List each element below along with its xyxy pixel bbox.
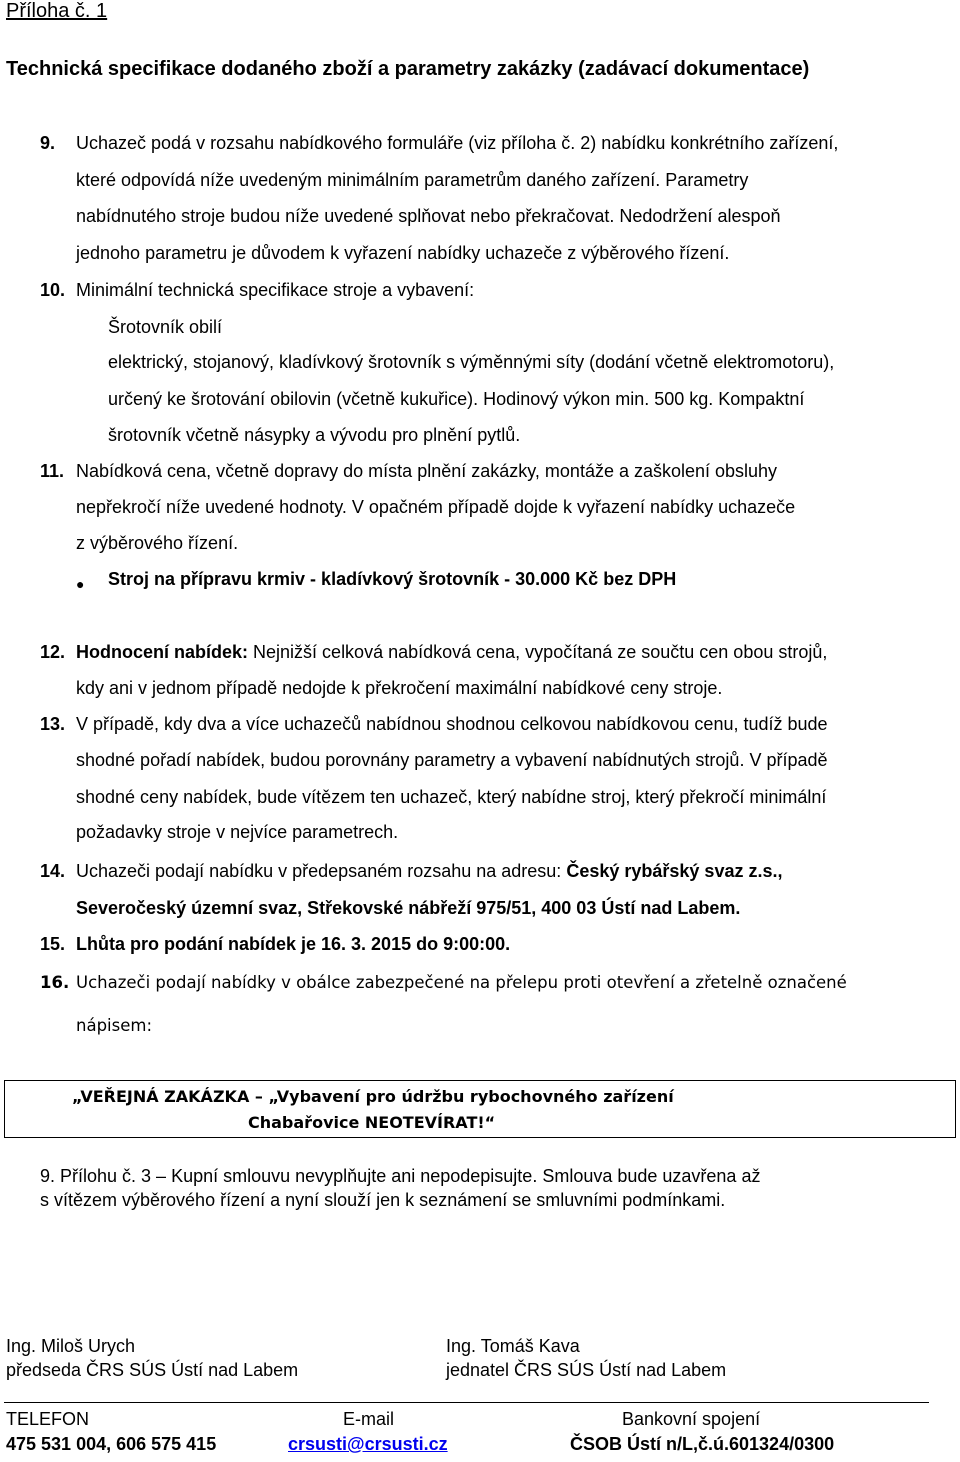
- section-16-number: 16.: [40, 973, 70, 992]
- section-11-line-1: Nabídková cena, včetně dopravy do místa plnění zakázky, montáže a zaškolení obsluhy: [76, 461, 778, 481]
- section-16-line-1: Uchazeči podají nabídky v obálce zabezpečené na přelepu proti otevření a zřetelně označené: [76, 973, 847, 992]
- section-12-text: Nejnižší celková nabídková cena, vypočítaná ze součtu cen obou strojů,: [253, 642, 828, 662]
- section-13-line-1: V případě, kdy dva a více uchazečů nabídnou shodnou celkovou nabídkovou cenu, tudíž bude: [76, 714, 828, 734]
- section-9-line-2: které odpovídá níže uvedeným minimálním parametrům daného zařízení. Parametry: [76, 170, 749, 190]
- note-line-2: s vítězem výběrového řízení a nyní slouží jen k seznámení se smluvními podmínkami.: [40, 1190, 726, 1210]
- signature-left-role: předseda ČRS SÚS Ústí nad Labem: [6, 1360, 299, 1380]
- signature-right-name: Ing. Tomáš Kava: [446, 1336, 580, 1356]
- section-14-text: Uchazeči podají nabídku v předepsaném rozsahu na adresu:: [76, 861, 562, 881]
- footer-phone-value: 475 531 004, 606 575 415: [6, 1434, 217, 1454]
- section-13-line-4: požadavky stroje v nejvíce parametrech.: [76, 822, 399, 842]
- section-10-subheading: Šrotovník obilí: [108, 317, 223, 337]
- section-13-line-2: shodné pořadí nabídek, budou porovnány parametry a vybavení nabídnutých strojů. V případě: [76, 750, 828, 770]
- section-14-address-1: Český rybářský svaz z.s.,: [566, 861, 783, 881]
- section-14-address-2: Severočeský územní svaz, Střekovské nábřeží 975/51, 400 03 Ústí nad Labem.: [76, 898, 741, 918]
- section-9-line-3: nabídnutého stroje budou níže uvedené splňovat nebo překračovat. Nedodržení alespoň: [76, 206, 781, 226]
- section-14-line-1: [76, 861, 782, 882]
- section-11-line-2: nepřekročí níže uvedené hodnoty. V opačném případě dojde k vyřazení nabídky uchazeče: [76, 497, 796, 517]
- section-15-number: 15.: [40, 934, 66, 954]
- section-11-bullet-item: Stroj na přípravu krmiv - kladívkový šrotovník - 30.000 Kč bez DPH: [108, 569, 677, 589]
- section-13-line-3: shodné ceny nabídek, bude vítězem ten uchazeč, který nabídne stroj, který překročí minimální: [76, 787, 827, 807]
- footer-email-label: E-mail: [343, 1409, 395, 1429]
- section-10-line-1: elektrický, stojanový, kladívkový šrotovník s výměnnými síty (dodání včetně elektromotoru),: [108, 352, 835, 372]
- note-line-1: 9. Přílohu č. 3 – Kupní smlouvu nevyplňujte ani nepodepisujte. Smlouva bude uzavřena až: [40, 1166, 761, 1186]
- section-15-text: Lhůta pro podání nabídek je 16. 3. 2015 do 9:00:00.: [76, 934, 511, 954]
- section-12-line-1: [76, 642, 827, 663]
- section-10-heading: Minimální technická specifikace stroje a vybavení:: [76, 280, 475, 300]
- section-13-number: 13.: [40, 714, 66, 734]
- section-10-line-2: určený ke šrotování obilovin (včetně kukuřice). Hodinový výkon min. 500 kg. Kompaktní: [108, 389, 805, 409]
- footer-phone-label: TELEFON: [6, 1409, 90, 1429]
- bullet-icon: ●: [76, 576, 85, 592]
- footer-bank-value: ČSOB Ústí n/L,č.ú.601324/0300: [570, 1434, 835, 1454]
- section-12-bold: Hodnocení nabídek:: [76, 642, 249, 662]
- footer-divider: [4, 1402, 929, 1403]
- section-9-line-4: jednoho parametru je důvodem k vyřazení nabídky uchazeče z výběrového řízení.: [76, 243, 730, 263]
- signature-left-name: Ing. Miloš Urych: [6, 1336, 136, 1356]
- page-title: Technická specifikace dodaného zboží a parametry zakázky (zadávací dokumentace): [6, 58, 810, 80]
- section-9-line-1: Uchazeč podá v rozsahu nabídkového formuláře (viz příloha č. 2) nabídku konkrétního zařízení,: [76, 133, 839, 153]
- section-11-line-3: z výběrového řízení.: [76, 533, 239, 553]
- envelope-label-line-2: Chabařovice NEOTEVÍRAT!“: [248, 1113, 496, 1132]
- section-10-number: 10.: [40, 280, 66, 300]
- section-16-line-2: nápisem:: [76, 1016, 153, 1035]
- footer-bank-label: Bankovní spojení: [622, 1409, 761, 1429]
- section-9-number: 9.: [40, 133, 56, 153]
- section-12-number: 12.: [40, 642, 66, 662]
- section-11-number: 11.: [40, 461, 65, 481]
- section-12-line-2: kdy ani v jednom případě nedojde k překročení maximální nabídkové ceny stroje.: [76, 678, 723, 698]
- footer-email-link[interactable]: crsusti@crsusti.cz: [288, 1434, 448, 1454]
- section-14-number: 14.: [40, 861, 66, 881]
- section-10-line-3: šrotovník včetně násypky a vývodu pro plnění pytlů.: [108, 425, 521, 445]
- envelope-label-line-1: „VEŘEJNÁ ZAKÁZKA – „Vybavení pro údržbu rybochovného zařízení: [72, 1087, 674, 1106]
- signature-right-role: jednatel ČRS SÚS Ústí nad Labem: [446, 1360, 727, 1380]
- page-header: Příloha č. 1: [6, 0, 108, 22]
